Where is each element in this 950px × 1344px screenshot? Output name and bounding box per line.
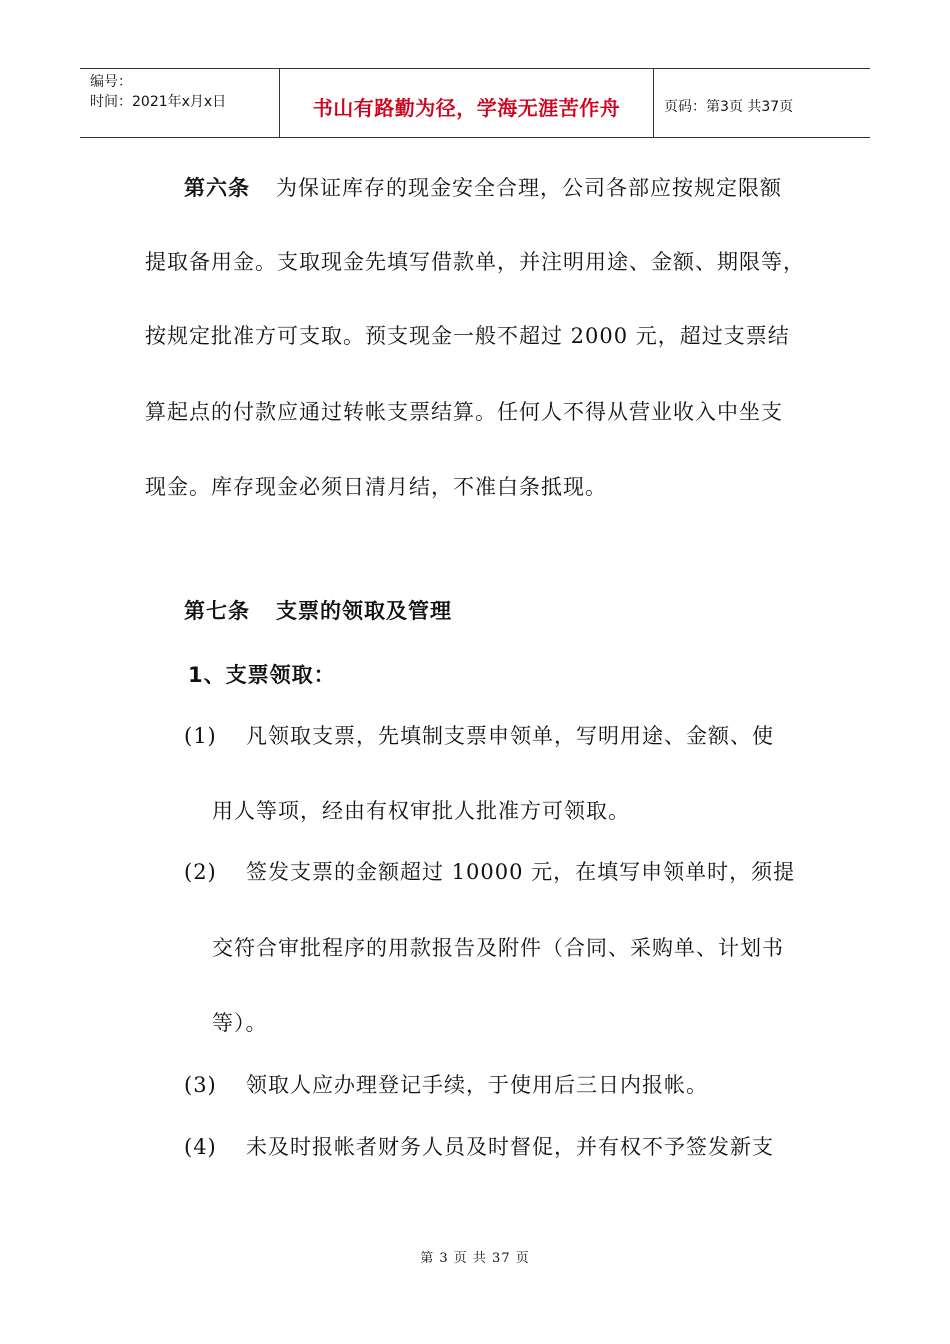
article7-subheading: 1、支票领取： [188,663,336,687]
list-item-2-cont2: 等）。 [212,1011,268,1035]
list-item-3 [184,1069,708,1099]
item-text: 未及时报帐者财务人员及时督促，并有权不予签发新支 [246,1135,774,1159]
article7-title: 第七条 [184,599,250,623]
list-item-1 [184,720,774,750]
article6-line-2: 提取备用金。支取现金先填写借款单，并注明用途、金额、期限等， [145,250,805,274]
list-item-4 [184,1131,774,1161]
item-number: (3) [184,1073,217,1097]
article6-title: 第六条 [184,176,250,200]
document-header [80,68,870,138]
header-page-info: 页码：第3页 共37页 [664,99,794,115]
article6-line-1: 为保证库存的现金安全合理，公司各部应按规定限额 [276,176,782,200]
list-item-2-cont: 交符合审批程序的用款报告及附件（合同、采购单、计划书 [212,936,784,960]
header-meta [80,69,280,137]
list-item-2 [184,856,795,886]
article6-line-3: 按规定批准方可支取。预支现金一般不超过 2000 元，超过支票结 [145,324,790,348]
item-text: 签发支票的金额超过 10000 元，在填写申领单时，须提 [246,860,796,884]
item-number: (4) [184,1135,217,1159]
article6-line-5: 现金。库存现金必须日清月结，不准白条抵现。 [145,475,607,499]
item-text: 凡领取支票，先填制支票申领单，写明用途、金额、使 [246,724,774,748]
article7-heading: 支票的领取及管理 [276,599,452,623]
item-number: (1) [184,724,217,748]
number-label: 编号： [90,74,132,90]
article7-heading-line [184,595,452,625]
article6-line-4: 算起点的付款应通过转帐支票结算。任何人不得从营业收入中坐支 [145,400,783,424]
article6-first-line [184,172,782,202]
item-text: 领取人应办理登记手续，于使用后三日内报帐。 [246,1073,708,1097]
page-footer: 第 3 页 共 37 页 [420,1251,530,1266]
item-number: (2) [184,860,217,884]
list-item-1-cont: 用人等项，经由有权审批人批准方可领取。 [212,799,630,823]
header-motto: 书山有路勤为径，学海无涯苦作舟 [280,69,654,137]
time-label: 时间：2021年x月x日 [90,94,227,110]
